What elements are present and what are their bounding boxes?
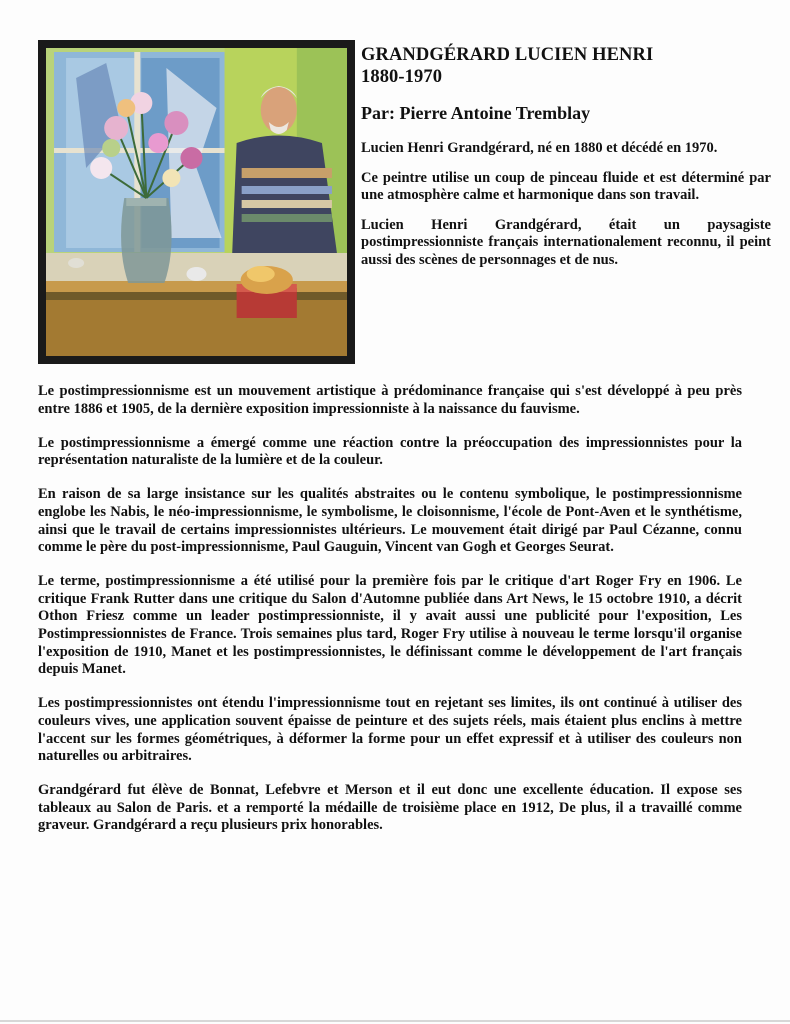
- body-paragraph-3: En raison de sa large insistance sur les qualités abstraites ou le contenu symbolique, le postimpressionnisme englobe les Nabis, le néo-impressionnisme, le symbolisme, le cloisonnisme, l'école de Pont-Aven et le synthétisme, ainsi que le travail de certains impressionnistes ultérieurs. Le mouvement était dirigé par Paul Cézanne, connu comme le père du post-impressionnisme, Paul Gauguin, Vincent van Gogh et Georges Seurat.: [38, 486, 742, 556]
- side-paragraph-3: Lucien Henri Grandgérard, était un paysagiste postimpressionniste français internationalement reconnu, il peint aussi des scènes de personnages et de nus.: [361, 216, 771, 268]
- body-paragraph-4: Le terme, postimpressionnisme a été utilisé pour la première fois par le critique d'art Roger Fry en 1906. Le critique Frank Rutter dans une critique du Salon d'Automne publiée dans Art News, le 15 octobre 1910, a décrit Othon Friesz comme un leader postimpressionniste, il y avait aussi une publicité pour l'exposition, Les Postimpressionnistes de France. Trois semaines plus tard, Roger Fry utilise à nouveau le terme lorsqu'il organise l'exposition de 1910, Manet et les postimpressionnistes, le définissant comme le développement de l'art français depuis Manet.: [38, 573, 742, 678]
- artist-title: [361, 44, 771, 88]
- body-paragraph-1: Le postimpressionnisme est un mouvement artistique à prédominance française qui s'est développé à peu près entre 1886 et 1905, de la dernière exposition impressionniste à la naissance du fauvisme.: [38, 383, 742, 417]
- portrait-painting: [38, 40, 355, 364]
- body-paragraph-5: Les postimpressionnistes ont étendu l'impressionnisme tout en rejetant ses limites, ils ont continué à utiliser des couleurs vives, une application souvent épaisse de peinture et des sujets réels, mais étaient plus enclins à mettre l'accent sur les formes géométriques, à déformer la forme pour un effet expressif et à utiliser des couleurs non naturelles ou arbitraires.: [38, 695, 742, 765]
- artist-dates: 1880-1970: [361, 67, 443, 87]
- article-body: [38, 383, 742, 851]
- page-bottom-rule: [0, 1020, 790, 1022]
- artist-name: GRANDGÉRARD LUCIEN HENRI: [361, 45, 654, 65]
- side-paragraph-2: Ce peintre utilise un coup de pinceau fluide et est déterminé par une atmosphère calme et harmonique dans son travail.: [361, 169, 771, 204]
- article-header: [361, 44, 771, 270]
- painting-image: [46, 48, 347, 356]
- side-paragraph-1: Lucien Henri Grandgérard, né en 1880 et décédé en 1970.: [361, 140, 718, 156]
- body-paragraph-6: Grandgérard fut élève de Bonnat, Lefebvre et Merson et il eut donc une excellente éducation. Il expose ses tableaux au Salon de Paris. et a remporté la médaille de troisième place en 1912, De plus, il a travaillé comme graveur. Grandgérard a reçu plusieurs prix honorables.: [38, 782, 742, 834]
- body-paragraph-2: Le postimpressionnisme a émergé comme une réaction contre la préoccupation des impressionnistes pour la représentation naturaliste de la lumière et de la couleur.: [38, 434, 742, 469]
- author-byline: Par: Pierre Antoine Tremblay: [361, 103, 591, 123]
